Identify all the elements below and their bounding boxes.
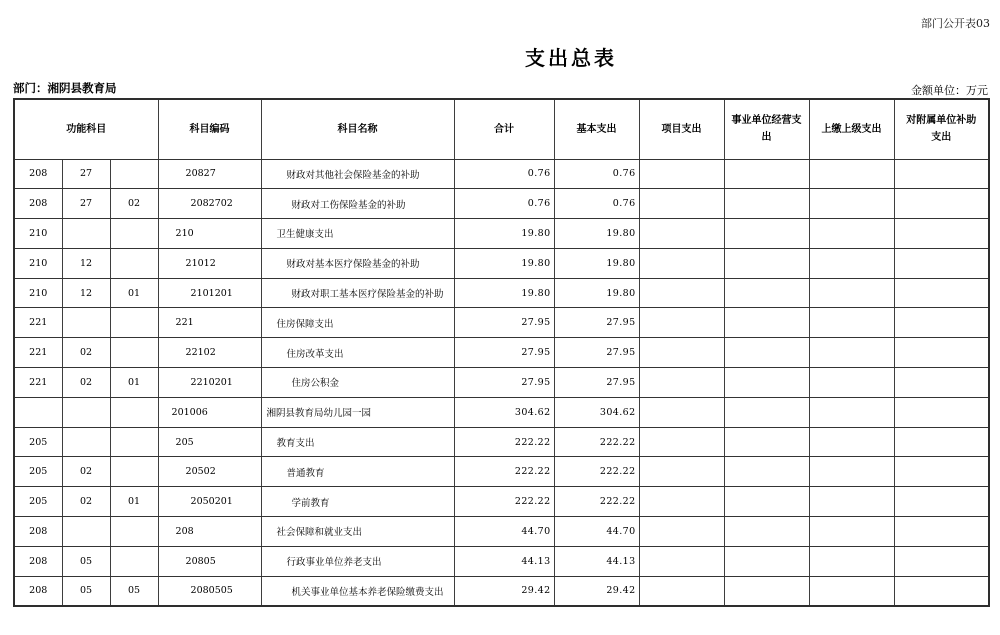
basic-expense-cell: 19.80 [554,278,639,308]
subject-name-cell: 湘阴县教育局幼儿园一园 [261,397,454,427]
subject-name-cell: 财政对职工基本医疗保险基金的补助 [261,278,454,308]
operating-expense-cell [724,248,809,278]
total-cell: 222.22 [454,427,554,457]
upper-remit-cell [809,397,894,427]
operating-expense-cell [724,427,809,457]
operating-expense-cell [724,159,809,189]
subject-name-cell: 住房改革支出 [261,338,454,368]
func-code-item-cell: 05 [110,576,158,606]
func-code-item-cell [110,338,158,368]
subject-name-cell: 社会保障和就业支出 [261,517,454,547]
header-project-expense: 项目支出 [639,99,724,159]
func-code-item-cell [110,397,158,427]
func-code-item-cell: 01 [110,487,158,517]
total-cell: 19.80 [454,219,554,249]
header-operating-expense: 事业单位经营支出 [724,99,809,159]
table-row [14,189,989,219]
basic-expense-cell: 222.22 [554,427,639,457]
func-code-section-cell [62,517,110,547]
total-cell: 0.76 [454,189,554,219]
project-expense-cell [639,248,724,278]
table-row [14,517,989,547]
basic-expense-cell: 222.22 [554,487,639,517]
func-code-item-cell [110,219,158,249]
header-total: 合计 [454,99,554,159]
table-row [14,219,989,249]
amount-unit-label: 金额单位：万元 [911,84,988,97]
func-code-section-cell: 12 [62,278,110,308]
header-functional-subject: 功能科目 [14,99,158,159]
operating-expense-cell [724,338,809,368]
subsidy-expense-cell [894,308,989,338]
subsidy-expense-cell [894,368,989,398]
func-code-section-cell [62,308,110,338]
subsidy-expense-cell [894,219,989,249]
func-code-class-cell: 208 [14,159,62,189]
func-code-item-cell [110,308,158,338]
subject-name-cell: 住房保障支出 [261,308,454,338]
subsidy-expense-cell [894,159,989,189]
project-expense-cell [639,368,724,398]
upper-remit-cell [809,219,894,249]
func-code-item-cell [110,248,158,278]
subject-name-cell: 行政事业单位养老支出 [261,546,454,576]
func-code-section-cell: 27 [62,159,110,189]
operating-expense-cell [724,576,809,606]
func-code-class-cell: 221 [14,368,62,398]
table-row [14,546,989,576]
table-row [14,159,989,189]
func-code-item-cell: 01 [110,278,158,308]
func-code-class-cell: 210 [14,248,62,278]
total-cell: 29.42 [454,576,554,606]
project-expense-cell [639,397,724,427]
basic-expense-cell: 29.42 [554,576,639,606]
operating-expense-cell [724,397,809,427]
func-code-item-cell [110,546,158,576]
func-code-class-cell: 205 [14,457,62,487]
func-code-section-cell [62,219,110,249]
upper-remit-cell [809,487,894,517]
subject-code-cell: 22102 [158,338,261,368]
total-cell: 19.80 [454,278,554,308]
table-row [14,248,989,278]
subject-code-cell: 2050201 [158,487,261,517]
subsidy-expense-cell [894,487,989,517]
subsidy-expense-cell [894,457,989,487]
basic-expense-cell: 27.95 [554,338,639,368]
subsidy-expense-cell [894,517,989,547]
total-cell: 27.95 [454,338,554,368]
header-subsidy-expense: 对附属单位补助支出 [894,99,989,159]
subject-code-cell: 20502 [158,457,261,487]
project-expense-cell [639,159,724,189]
subject-code-cell: 21012 [158,248,261,278]
upper-remit-cell [809,517,894,547]
subject-name-cell: 住房公积金 [261,368,454,398]
upper-remit-cell [809,159,894,189]
table-row [14,368,989,398]
basic-expense-cell: 27.95 [554,368,639,398]
basic-expense-cell: 0.76 [554,159,639,189]
table-header [14,99,989,159]
operating-expense-cell [724,368,809,398]
func-code-class-cell [14,397,62,427]
func-code-item-cell: 02 [110,189,158,219]
subject-name-cell: 财政对工伤保险基金的补助 [261,189,454,219]
subsidy-expense-cell [894,248,989,278]
basic-expense-cell: 222.22 [554,457,639,487]
header-row [14,99,989,159]
header-subject-code: 科目编码 [158,99,261,159]
upper-remit-cell [809,457,894,487]
subject-code-cell: 2082702 [158,189,261,219]
department-label: 部门：湘阴县教育局 [13,81,117,95]
subsidy-expense-cell [894,397,989,427]
table-body [14,159,989,606]
operating-expense-cell [724,517,809,547]
project-expense-cell [639,338,724,368]
project-expense-cell [639,487,724,517]
subject-code-cell: 2101201 [158,278,261,308]
project-expense-cell [639,517,724,547]
table-row [14,576,989,606]
basic-expense-cell: 0.76 [554,189,639,219]
subject-code-cell: 205 [158,427,261,457]
project-expense-cell [639,278,724,308]
subject-code-cell: 208 [158,517,261,547]
subject-name-cell: 学前教育 [261,487,454,517]
basic-expense-cell: 44.13 [554,546,639,576]
upper-remit-cell [809,338,894,368]
subject-code-cell: 201006 [158,397,261,427]
total-cell: 222.22 [454,457,554,487]
project-expense-cell [639,219,724,249]
func-code-section-cell: 02 [62,368,110,398]
basic-expense-cell: 19.80 [554,219,639,249]
subject-name-cell: 机关事业单位基本养老保险缴费支出 [261,576,454,606]
operating-expense-cell [724,278,809,308]
func-code-item-cell [110,427,158,457]
project-expense-cell [639,308,724,338]
subsidy-expense-cell [894,546,989,576]
func-code-section-cell: 05 [62,576,110,606]
subject-code-cell: 210 [158,219,261,249]
func-code-class-cell: 208 [14,517,62,547]
func-code-class-cell: 208 [14,546,62,576]
func-code-class-cell: 221 [14,308,62,338]
total-cell: 27.95 [454,368,554,398]
upper-remit-cell [809,189,894,219]
project-expense-cell [639,427,724,457]
func-code-section-cell: 02 [62,457,110,487]
upper-remit-cell [809,308,894,338]
subject-code-cell: 2210201 [158,368,261,398]
project-expense-cell [639,189,724,219]
subject-code-cell: 2080505 [158,576,261,606]
subject-name-cell: 教育支出 [261,427,454,457]
table-row [14,457,989,487]
func-code-section-cell [62,427,110,457]
operating-expense-cell [724,487,809,517]
table-row [14,397,989,427]
subject-code-cell: 20827 [158,159,261,189]
subject-name-cell: 普通教育 [261,457,454,487]
func-code-class-cell: 205 [14,427,62,457]
func-code-item-cell: 01 [110,368,158,398]
func-code-section-cell: 27 [62,189,110,219]
subsidy-expense-cell [894,427,989,457]
total-cell: 27.95 [454,308,554,338]
basic-expense-cell: 304.62 [554,397,639,427]
header-basic-expense: 基本支出 [554,99,639,159]
project-expense-cell [639,576,724,606]
header-upper-remit-expense: 上缴上级支出 [809,99,894,159]
func-code-class-cell: 221 [14,338,62,368]
upper-remit-cell [809,546,894,576]
subsidy-expense-cell [894,189,989,219]
total-cell: 304.62 [454,397,554,427]
func-code-item-cell [110,457,158,487]
func-code-section-cell: 02 [62,338,110,368]
func-code-class-cell: 210 [14,278,62,308]
subsidy-expense-cell [894,338,989,368]
upper-remit-cell [809,278,894,308]
func-code-section-cell: 12 [62,248,110,278]
total-cell: 222.22 [454,487,554,517]
func-code-class-cell: 205 [14,487,62,517]
total-cell: 44.70 [454,517,554,547]
subject-name-cell: 卫生健康支出 [261,219,454,249]
table-row [14,427,989,457]
upper-remit-cell [809,427,894,457]
operating-expense-cell [724,546,809,576]
table-row [14,487,989,517]
subsidy-expense-cell [894,576,989,606]
subject-name-cell: 财政对基本医疗保险基金的补助 [261,248,454,278]
subject-code-cell: 20805 [158,546,261,576]
table-row [14,338,989,368]
func-code-section-cell [62,397,110,427]
upper-remit-cell [809,368,894,398]
operating-expense-cell [724,308,809,338]
func-code-section-cell: 05 [62,546,110,576]
func-code-class-cell: 208 [14,189,62,219]
subject-name-cell: 财政对其他社会保险基金的补助 [261,159,454,189]
basic-expense-cell: 19.80 [554,248,639,278]
page-title: 支出总表 [525,46,617,70]
header-subject-name: 科目名称 [261,99,454,159]
expenditure-summary-table [13,98,990,607]
operating-expense-cell [724,457,809,487]
subject-code-cell: 221 [158,308,261,338]
func-code-item-cell [110,517,158,547]
func-code-class-cell: 208 [14,576,62,606]
doc-number-label: 部门公开表03 [921,17,990,30]
operating-expense-cell [724,219,809,249]
func-code-class-cell: 210 [14,219,62,249]
operating-expense-cell [724,189,809,219]
basic-expense-cell: 44.70 [554,517,639,547]
basic-expense-cell: 27.95 [554,308,639,338]
total-cell: 0.76 [454,159,554,189]
func-code-item-cell [110,159,158,189]
project-expense-cell [639,546,724,576]
upper-remit-cell [809,248,894,278]
total-cell: 19.80 [454,248,554,278]
table-row [14,308,989,338]
upper-remit-cell [809,576,894,606]
subsidy-expense-cell [894,278,989,308]
project-expense-cell [639,457,724,487]
table-row [14,278,989,308]
func-code-section-cell: 02 [62,487,110,517]
total-cell: 44.13 [454,546,554,576]
